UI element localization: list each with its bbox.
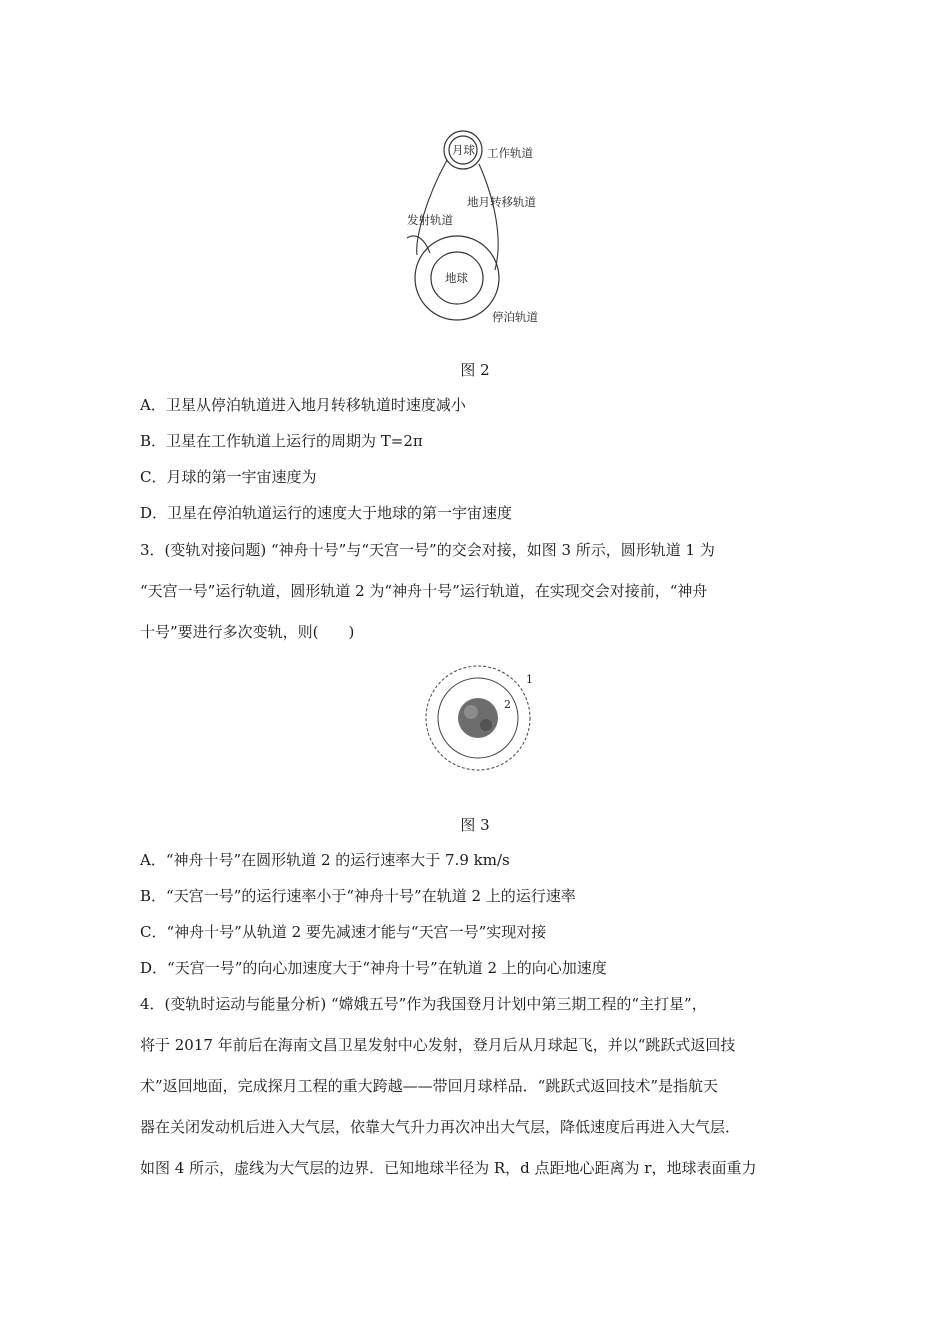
- figure-2-orbit-diagram: [395, 120, 565, 335]
- q3-stem-line-1: [140, 540, 812, 560]
- launch-orbit-path: [407, 236, 430, 253]
- figure-3-caption: 图 3: [460, 816, 490, 834]
- q3-option-d: D．“天宫一号”的向心加速度大于“神舟十号”在轨道 2 上的向心加速度: [140, 959, 607, 977]
- q3-stem-line-3: 十号”要进行多次变轨，则( ): [140, 623, 355, 641]
- orbit-2-label: 2: [504, 698, 511, 711]
- q3-stem-line-2: “天宫一号”运行轨道，圆形轨道 2 为“神舟十号”运行轨道，在实现交会对接前，“神舟: [140, 582, 708, 600]
- transfer-orbit-label: 地月转移轨道: [467, 195, 536, 209]
- q4-stem-line-1: 4．(变轨时运动与能量分析) “嫦娥五号”作为我国登月计划中第三期工程的“主打星”，: [140, 995, 707, 1013]
- q3-stem-text-1: 3．(变轨对接问题) “神舟十号”与“天宫一号”的交会对接，如图 3 所示，圆形轨道 1 为: [140, 541, 715, 559]
- q2-option-b: B．卫星在工作轨道上运行的周期为 T=2π: [140, 432, 423, 450]
- q2-option-d: D．卫星在停泊轨道运行的速度大于地球的第一宇宙速度: [140, 504, 513, 522]
- figure-3-orbit-diagram: [410, 662, 545, 792]
- launch-orbit-label: 发射轨道: [407, 213, 453, 227]
- earth-highlight: [464, 705, 478, 719]
- q2-option-a: A．卫星从停泊轨道进入地月转移轨道时速度减小: [140, 396, 466, 414]
- q4-stem-line-4: 器在关闭发动机后进入大气层，依靠大气升力再次冲出大气层，降低速度后再进入大气层．: [140, 1118, 741, 1136]
- q3-option-c: C．“神舟十号”从轨道 2 要先减速才能与“天宫一号”实现对接: [140, 923, 547, 941]
- figure-2-caption: 图 2: [460, 361, 490, 379]
- q2-option-c: C．月球的第一宇宙速度为: [140, 468, 317, 486]
- earth-ball: [458, 698, 498, 738]
- work-orbit-label: 工作轨道: [487, 146, 533, 160]
- q4-stem-line-3: 术”返回地面，完成探月工程的重大跨越——带回月球样品．“跳跃式返回技术”是指航天: [140, 1077, 719, 1095]
- q4-stem-line-2: 将于 2017 年前后在海南文昌卫星发射中心发射，登月后从月球起飞，并以“跳跃式返回技: [140, 1036, 736, 1054]
- q4-stem-line-5: 如图 4 所示，虚线为大气层的边界．已知地球半径为 R，d 点距地心距离为 r，地球表面重力: [140, 1159, 757, 1177]
- q3-option-a: A．“神舟十号”在圆形轨道 2 的运行速率大于 7.9 km/s: [140, 851, 510, 869]
- earth-label: 地球: [445, 271, 468, 285]
- orbit-1-label: 1: [526, 673, 533, 686]
- moon-label: 月球: [452, 143, 475, 157]
- q3-option-b: B．“天宫一号”的运行速率小于“神舟十号”在轨道 2 上的运行速率: [140, 887, 576, 905]
- parking-orbit-label: 停泊轨道: [492, 310, 538, 324]
- earth-shade: [480, 719, 492, 731]
